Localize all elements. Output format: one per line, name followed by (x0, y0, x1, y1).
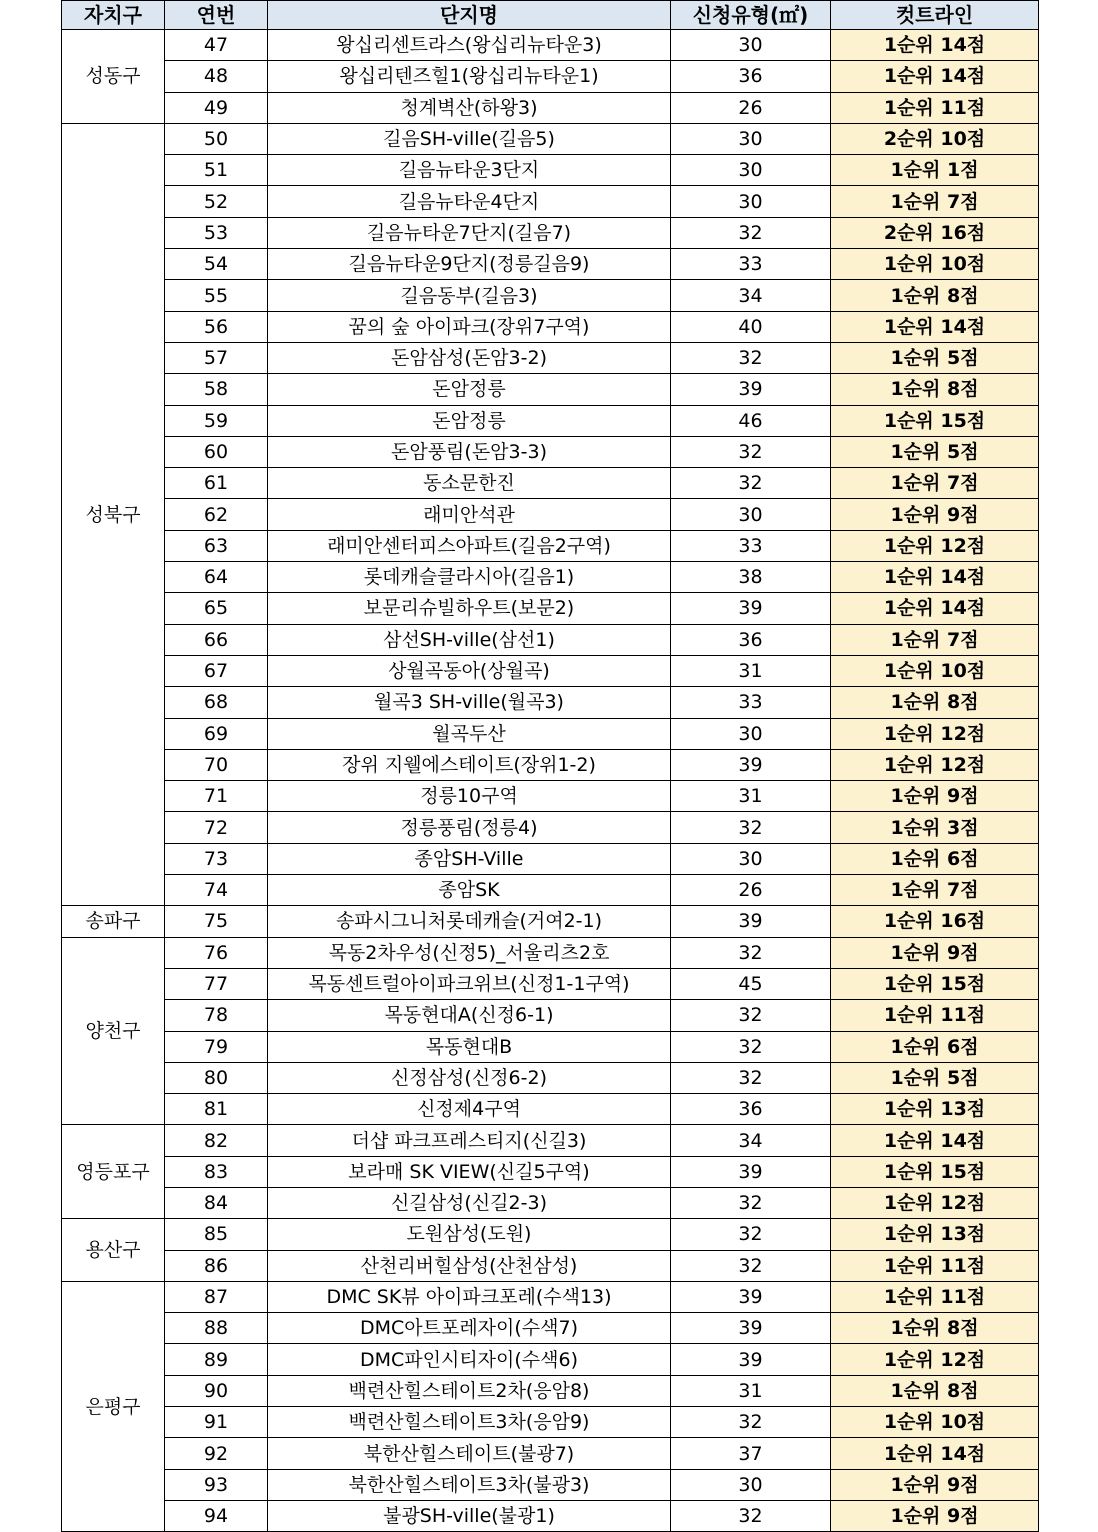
number-cell: 86 (165, 1250, 268, 1281)
apply-type-cell: 46 (671, 405, 831, 436)
apply-type-cell: 31 (671, 1375, 831, 1406)
cutline-cell: 1순위 7점 (831, 875, 1039, 906)
apply-type-cell: 32 (671, 1250, 831, 1281)
cutline-cell: 1순위 14점 (831, 593, 1039, 624)
cutline-cell: 1순위 5점 (831, 436, 1039, 467)
cutline-cell: 1순위 6점 (831, 843, 1039, 874)
table-row (62, 593, 1039, 624)
cutline-cell: 1순위 15점 (831, 1156, 1039, 1187)
cutline-cell: 1순위 12점 (831, 530, 1039, 561)
apply-type-cell: 34 (671, 280, 831, 311)
apply-type-cell: 37 (671, 1438, 831, 1469)
cutline-cell: 1순위 14점 (831, 1125, 1039, 1156)
table-row (62, 1438, 1039, 1469)
table-row (62, 812, 1039, 843)
cutline-table (61, 0, 1039, 1532)
district-cell: 영등포구 (62, 1125, 165, 1219)
number-cell: 80 (165, 1062, 268, 1093)
apply-type-cell: 33 (671, 249, 831, 280)
district-cell: 성북구 (62, 123, 165, 905)
table-row (62, 311, 1039, 342)
table-row (62, 1000, 1039, 1031)
cutline-cell: 1순위 5점 (831, 342, 1039, 373)
apply-type-cell: 33 (671, 687, 831, 718)
number-cell: 78 (165, 1000, 268, 1031)
apply-type-cell: 30 (671, 843, 831, 874)
number-cell: 64 (165, 562, 268, 593)
number-cell: 81 (165, 1094, 268, 1125)
apply-type-cell: 33 (671, 530, 831, 561)
number-cell: 62 (165, 499, 268, 530)
cutline-cell: 1순위 9점 (831, 499, 1039, 530)
complex-name-cell: 월곡두산 (268, 718, 671, 749)
cutline-cell: 1순위 8점 (831, 280, 1039, 311)
table-row (62, 155, 1039, 186)
complex-name-cell: 목동현대B (268, 1031, 671, 1062)
apply-type-cell: 32 (671, 468, 831, 499)
number-cell: 70 (165, 749, 268, 780)
table-row (62, 217, 1039, 248)
table-row (62, 1313, 1039, 1344)
cutline-cell: 1순위 9점 (831, 937, 1039, 968)
district-cell: 은평구 (62, 1281, 165, 1531)
cutline-cell: 1순위 16점 (831, 906, 1039, 937)
apply-type-cell: 30 (671, 123, 831, 154)
number-cell: 66 (165, 624, 268, 655)
number-cell: 60 (165, 436, 268, 467)
table-row (62, 1375, 1039, 1406)
cutline-cell: 1순위 9점 (831, 781, 1039, 812)
complex-name-cell: 길음뉴타운4단지 (268, 186, 671, 217)
table-row (62, 749, 1039, 780)
number-cell: 49 (165, 92, 268, 123)
apply-type-cell: 36 (671, 61, 831, 92)
cutline-cell: 1순위 8점 (831, 1375, 1039, 1406)
table-row (62, 1094, 1039, 1125)
apply-type-cell: 30 (671, 155, 831, 186)
complex-name-cell: 돈암풍림(돈암3-3) (268, 436, 671, 467)
number-cell: 93 (165, 1469, 268, 1500)
number-cell: 74 (165, 875, 268, 906)
complex-name-cell: 목동센트럴아이파크위브(신정1-1구역) (268, 968, 671, 999)
cutline-cell: 1순위 7점 (831, 186, 1039, 217)
cutline-cell: 1순위 8점 (831, 1313, 1039, 1344)
table-row (62, 937, 1039, 968)
header-apply-type: 신청유형(㎡) (671, 1, 831, 30)
number-cell: 52 (165, 186, 268, 217)
apply-type-cell: 30 (671, 499, 831, 530)
apply-type-cell: 32 (671, 1407, 831, 1438)
cutline-cell: 1순위 10점 (831, 655, 1039, 686)
cutline-cell: 1순위 12점 (831, 749, 1039, 780)
number-cell: 54 (165, 249, 268, 280)
number-cell: 89 (165, 1344, 268, 1375)
complex-name-cell: 래미안센터피스아파트(길음2구역) (268, 530, 671, 561)
complex-name-cell: 보라매 SK VIEW(신길5구역) (268, 1156, 671, 1187)
apply-type-cell: 32 (671, 1000, 831, 1031)
number-cell: 92 (165, 1438, 268, 1469)
complex-name-cell: 송파시그니처롯데캐슬(거여2-1) (268, 906, 671, 937)
complex-name-cell: DMC파인시티자이(수색6) (268, 1344, 671, 1375)
table-row (62, 968, 1039, 999)
table-row (62, 405, 1039, 436)
apply-type-cell: 26 (671, 92, 831, 123)
cutline-cell: 1순위 1점 (831, 155, 1039, 186)
complex-name-cell: DMC아트포레자이(수색7) (268, 1313, 671, 1344)
complex-name-cell: 백련산힐스테이트2차(응암8) (268, 1375, 671, 1406)
apply-type-cell: 32 (671, 937, 831, 968)
cutline-cell: 1순위 14점 (831, 311, 1039, 342)
complex-name-cell: 돈암정릉 (268, 374, 671, 405)
complex-name-cell: 목동2차우성(신정5)_서울리츠2호 (268, 937, 671, 968)
apply-type-cell: 34 (671, 1125, 831, 1156)
complex-name-cell: 돈암정릉 (268, 405, 671, 436)
apply-type-cell: 32 (671, 812, 831, 843)
cutline-cell: 1순위 10점 (831, 249, 1039, 280)
header-complex-name: 단지명 (268, 1, 671, 30)
complex-name-cell: 불광SH-ville(불광1) (268, 1500, 671, 1531)
table-row (62, 468, 1039, 499)
cutline-cell: 1순위 7점 (831, 468, 1039, 499)
complex-name-cell: 롯데캐슬클라시아(길음1) (268, 562, 671, 593)
district-cell: 양천구 (62, 937, 165, 1125)
table-row (62, 906, 1039, 937)
table-body (62, 30, 1039, 1532)
table-row (62, 186, 1039, 217)
table-row (62, 1469, 1039, 1500)
cutline-sheet (61, 0, 1039, 1532)
apply-type-cell: 39 (671, 1313, 831, 1344)
complex-name-cell: 보문리슈빌하우트(보문2) (268, 593, 671, 624)
number-cell: 58 (165, 374, 268, 405)
cutline-cell: 1순위 12점 (831, 718, 1039, 749)
number-cell: 61 (165, 468, 268, 499)
complex-name-cell: 더샵 파크프레스티지(신길3) (268, 1125, 671, 1156)
table-row (62, 61, 1039, 92)
table-row (62, 875, 1039, 906)
table-row (62, 781, 1039, 812)
cutline-cell: 1순위 11점 (831, 1281, 1039, 1312)
table-row (62, 30, 1039, 61)
table-row (62, 1031, 1039, 1062)
cutline-cell: 1순위 14점 (831, 1438, 1039, 1469)
apply-type-cell: 26 (671, 875, 831, 906)
complex-name-cell: 월곡3 SH-ville(월곡3) (268, 687, 671, 718)
complex-name-cell: 북한산힐스테이트(불광7) (268, 1438, 671, 1469)
apply-type-cell: 39 (671, 1344, 831, 1375)
cutline-cell: 1순위 8점 (831, 374, 1039, 405)
cutline-cell: 1순위 9점 (831, 1500, 1039, 1531)
cutline-cell: 2순위 10점 (831, 123, 1039, 154)
table-row (62, 530, 1039, 561)
cutline-cell: 1순위 13점 (831, 1219, 1039, 1250)
cutline-cell: 1순위 10점 (831, 1407, 1039, 1438)
apply-type-cell: 39 (671, 374, 831, 405)
apply-type-cell: 38 (671, 562, 831, 593)
cutline-cell: 1순위 8점 (831, 687, 1039, 718)
table-row (62, 562, 1039, 593)
number-cell: 85 (165, 1219, 268, 1250)
complex-name-cell: 정릉10구역 (268, 781, 671, 812)
complex-name-cell: 종암SH-Ville (268, 843, 671, 874)
number-cell: 88 (165, 1313, 268, 1344)
apply-type-cell: 36 (671, 624, 831, 655)
number-cell: 84 (165, 1187, 268, 1218)
complex-name-cell: 백련산힐스테이트3차(응암9) (268, 1407, 671, 1438)
apply-type-cell: 45 (671, 968, 831, 999)
complex-name-cell: 길음동부(길음3) (268, 280, 671, 311)
apply-type-cell: 40 (671, 311, 831, 342)
complex-name-cell: 신정제4구역 (268, 1094, 671, 1125)
apply-type-cell: 30 (671, 1469, 831, 1500)
complex-name-cell: 장위 지웰에스테이트(장위1-2) (268, 749, 671, 780)
table-row (62, 92, 1039, 123)
apply-type-cell: 31 (671, 655, 831, 686)
number-cell: 67 (165, 655, 268, 686)
apply-type-cell: 32 (671, 342, 831, 373)
number-cell: 76 (165, 937, 268, 968)
cutline-cell: 1순위 11점 (831, 92, 1039, 123)
table-row (62, 1156, 1039, 1187)
complex-name-cell: 삼선SH-ville(삼선1) (268, 624, 671, 655)
table-row (62, 1125, 1039, 1156)
number-cell: 72 (165, 812, 268, 843)
number-cell: 73 (165, 843, 268, 874)
apply-type-cell: 32 (671, 1500, 831, 1531)
cutline-cell: 2순위 16점 (831, 217, 1039, 248)
cutline-cell: 1순위 9점 (831, 1469, 1039, 1500)
cutline-cell: 1순위 15점 (831, 405, 1039, 436)
cutline-cell: 1순위 5점 (831, 1062, 1039, 1093)
complex-name-cell: 종암SK (268, 875, 671, 906)
number-cell: 75 (165, 906, 268, 937)
number-cell: 65 (165, 593, 268, 624)
complex-name-cell: 정릉풍림(정릉4) (268, 812, 671, 843)
number-cell: 82 (165, 1125, 268, 1156)
table-row (62, 1407, 1039, 1438)
cutline-cell: 1순위 7점 (831, 624, 1039, 655)
cutline-cell: 1순위 12점 (831, 1187, 1039, 1218)
table-row (62, 1281, 1039, 1312)
apply-type-cell: 39 (671, 906, 831, 937)
table-row (62, 1344, 1039, 1375)
table-row (62, 655, 1039, 686)
apply-type-cell: 30 (671, 30, 831, 61)
table-row (62, 1250, 1039, 1281)
cutline-cell: 1순위 11점 (831, 1000, 1039, 1031)
complex-name-cell: 길음SH-ville(길음5) (268, 123, 671, 154)
cutline-cell: 1순위 3점 (831, 812, 1039, 843)
apply-type-cell: 32 (671, 1219, 831, 1250)
table-row (62, 374, 1039, 405)
apply-type-cell: 36 (671, 1094, 831, 1125)
header-row (62, 1, 1039, 30)
number-cell: 68 (165, 687, 268, 718)
complex-name-cell: 왕십리텐즈힐1(왕십리뉴타운1) (268, 61, 671, 92)
apply-type-cell: 30 (671, 718, 831, 749)
table-row (62, 499, 1039, 530)
apply-type-cell: 32 (671, 1031, 831, 1062)
number-cell: 91 (165, 1407, 268, 1438)
complex-name-cell: 왕십리센트라스(왕십리뉴타운3) (268, 30, 671, 61)
number-cell: 53 (165, 217, 268, 248)
complex-name-cell: 도원삼성(도원) (268, 1219, 671, 1250)
cutline-cell: 1순위 15점 (831, 968, 1039, 999)
apply-type-cell: 32 (671, 217, 831, 248)
number-cell: 59 (165, 405, 268, 436)
complex-name-cell: 래미안석관 (268, 499, 671, 530)
cutline-cell: 1순위 14점 (831, 61, 1039, 92)
header-cutline: 컷트라인 (831, 1, 1039, 30)
apply-type-cell: 39 (671, 593, 831, 624)
apply-type-cell: 31 (671, 781, 831, 812)
apply-type-cell: 32 (671, 436, 831, 467)
cutline-cell: 1순위 14점 (831, 30, 1039, 61)
number-cell: 57 (165, 342, 268, 373)
number-cell: 56 (165, 311, 268, 342)
number-cell: 77 (165, 968, 268, 999)
number-cell: 94 (165, 1500, 268, 1531)
complex-name-cell: 동소문한진 (268, 468, 671, 499)
cutline-cell: 1순위 12점 (831, 1344, 1039, 1375)
table-row (62, 280, 1039, 311)
district-cell: 용산구 (62, 1219, 165, 1282)
complex-name-cell: 길음뉴타운9단지(정릉길음9) (268, 249, 671, 280)
number-cell: 55 (165, 280, 268, 311)
table-row (62, 1187, 1039, 1218)
complex-name-cell: 신정삼성(신정6-2) (268, 1062, 671, 1093)
number-cell: 47 (165, 30, 268, 61)
table-row (62, 123, 1039, 154)
table-row (62, 249, 1039, 280)
complex-name-cell: DMC SK뷰 아이파크포레(수색13) (268, 1281, 671, 1312)
complex-name-cell: 돈암삼성(돈암3-2) (268, 342, 671, 373)
table-row (62, 1219, 1039, 1250)
number-cell: 48 (165, 61, 268, 92)
cutline-cell: 1순위 6점 (831, 1031, 1039, 1062)
complex-name-cell: 꿈의 숲 아이파크(장위7구역) (268, 311, 671, 342)
cutline-cell: 1순위 14점 (831, 562, 1039, 593)
table-row (62, 436, 1039, 467)
number-cell: 79 (165, 1031, 268, 1062)
apply-type-cell: 32 (671, 1187, 831, 1218)
district-cell: 송파구 (62, 906, 165, 937)
apply-type-cell: 39 (671, 749, 831, 780)
apply-type-cell: 30 (671, 186, 831, 217)
complex-name-cell: 길음뉴타운7단지(길음7) (268, 217, 671, 248)
apply-type-cell: 39 (671, 1156, 831, 1187)
table-row (62, 687, 1039, 718)
cutline-cell: 1순위 11점 (831, 1250, 1039, 1281)
number-cell: 69 (165, 718, 268, 749)
district-cell: 성동구 (62, 30, 165, 124)
complex-name-cell: 산천리버힐삼성(산천삼성) (268, 1250, 671, 1281)
complex-name-cell: 상월곡동아(상월곡) (268, 655, 671, 686)
table-row (62, 624, 1039, 655)
header-number: 연번 (165, 1, 268, 30)
apply-type-cell: 32 (671, 1062, 831, 1093)
apply-type-cell: 39 (671, 1281, 831, 1312)
complex-name-cell: 청계벽산(하왕3) (268, 92, 671, 123)
number-cell: 87 (165, 1281, 268, 1312)
number-cell: 63 (165, 530, 268, 561)
header-district: 자치구 (62, 1, 165, 30)
table-row (62, 1500, 1039, 1531)
table-row (62, 1062, 1039, 1093)
number-cell: 90 (165, 1375, 268, 1406)
table-row (62, 342, 1039, 373)
complex-name-cell: 신길삼성(신길2-3) (268, 1187, 671, 1218)
complex-name-cell: 목동현대A(신정6-1) (268, 1000, 671, 1031)
number-cell: 51 (165, 155, 268, 186)
table-row (62, 843, 1039, 874)
cutline-cell: 1순위 13점 (831, 1094, 1039, 1125)
complex-name-cell: 북한산힐스테이트3차(불광3) (268, 1469, 671, 1500)
table-row (62, 718, 1039, 749)
number-cell: 71 (165, 781, 268, 812)
number-cell: 50 (165, 123, 268, 154)
complex-name-cell: 길음뉴타운3단지 (268, 155, 671, 186)
number-cell: 83 (165, 1156, 268, 1187)
